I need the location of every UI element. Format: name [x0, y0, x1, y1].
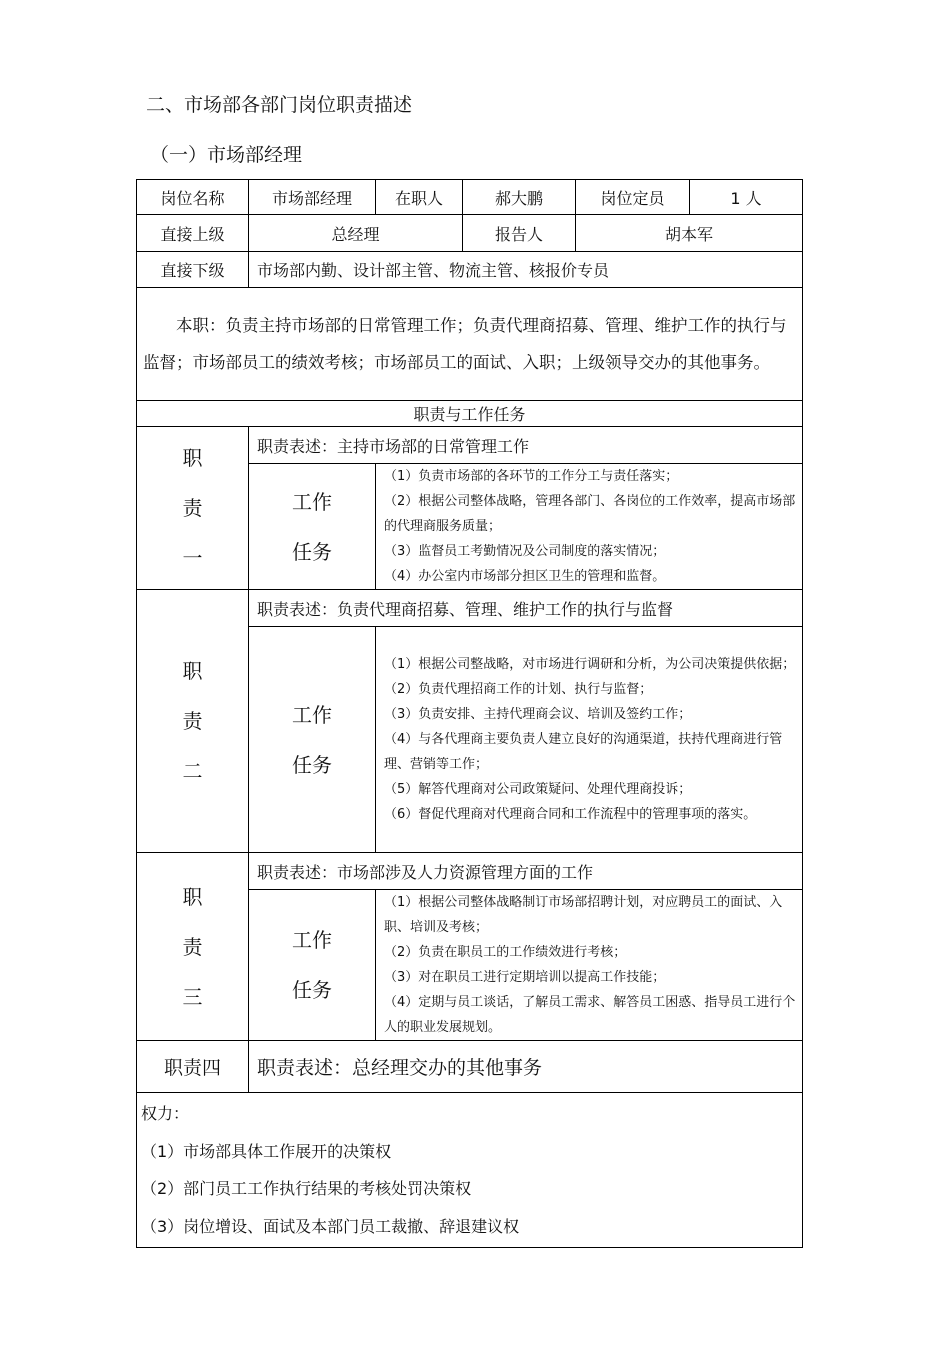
- duty-1-desc-row: [137, 427, 803, 464]
- duty-2-description: 职责表述：负责代理商招募、管理、维护工作的执行与监督: [249, 590, 803, 627]
- duty-2-desc-row: [137, 590, 803, 627]
- duty-1-description: 职责表述：主持市场部的日常管理工作: [249, 427, 803, 464]
- power-item: （3）岗位增设、面试及本部门员工裁撤、辞退建议权: [141, 1216, 520, 1236]
- powers-row: [137, 1093, 803, 1248]
- duty-3-description: 职责表述：市场部涉及人力资源管理方面的工作: [249, 853, 803, 890]
- task-item: （2）根据公司整体战略，管理各部门、各岗位的工作效率，提高市场部的代理商服务质量；: [384, 494, 796, 534]
- job-description-table: [136, 179, 803, 1248]
- duty-2-task-label: 工作 任务: [249, 627, 376, 853]
- task-item: （5）解答代理商对公司政策疑问、处理代理商投诉；: [384, 782, 692, 797]
- superior-label: 直接上级: [137, 215, 249, 252]
- incumbent-value: 郝大鹏: [463, 180, 576, 215]
- task-item: （6）督促代理商对代理商合同和工作流程中的管理事项的落实。: [384, 807, 757, 822]
- task-item: （4）办公室内市场部分担区卫生的管理和监督。: [384, 569, 666, 584]
- task-item: （1）根据公司整体战略制订市场部招聘计划，对应聘员工的面试、入职、培训及考核；: [384, 895, 783, 935]
- section-heading: 二、市场部各部门岗位职责描述: [146, 94, 413, 116]
- reporter-value: 胡本军: [576, 215, 803, 252]
- info-row-1: [137, 180, 803, 215]
- position-label: 岗位名称: [137, 180, 249, 215]
- subordinates-value: 市场部内勤、设计部主管、物流主管、核报价专员: [249, 252, 803, 288]
- duty-2-label: 职 责 二: [137, 590, 249, 853]
- summary-row: [137, 288, 803, 401]
- duty-1-task-label: 工作 任务: [249, 464, 376, 590]
- task-item: （2）负责在职员工的工作绩效进行考核；: [384, 945, 627, 960]
- task-item: （4）与各代理商主要负责人建立良好的沟通渠道，扶持代理商进行管理、营销等工作；: [384, 732, 783, 772]
- reporter-label: 报告人: [463, 215, 576, 252]
- power-item: （2）部门员工工作执行结果的考核处罚决策权: [141, 1179, 472, 1198]
- duty-3-task-list: [376, 890, 803, 1041]
- power-item: （1）市场部具体工作展开的决策权: [141, 1141, 392, 1161]
- sub-heading: （一）市场部经理: [150, 144, 303, 166]
- duty-3-desc-row: [137, 853, 803, 890]
- duty-4-label: 职责四: [137, 1041, 249, 1093]
- incumbent-label: 在职人: [376, 180, 463, 215]
- duty-1-task-list: [376, 464, 803, 590]
- duty-2-task-list: [376, 627, 803, 853]
- job-summary: 本职：负责主持市场部的日常管理工作；负责代理商招募、管理、维护工作的执行与监督；市场部员工的绩效考核；市场部员工的面试、入职；上级领导交办的其他事务。: [143, 316, 787, 372]
- section-title-row: [137, 401, 803, 427]
- duty-3-label: 职 责 三: [137, 853, 249, 1041]
- info-row-2: [137, 215, 803, 252]
- subordinates-label: 直接下级: [137, 252, 249, 288]
- duty-4-description: 职责表述：总经理交办的其他事务: [249, 1041, 803, 1093]
- task-item: （2）负责代理招商工作的计划、执行与监督；: [384, 682, 653, 697]
- task-item: （1）根据公司整战略，对市场进行调研和分析，为公司决策提供依据；: [384, 657, 796, 672]
- task-item: （4）定期与员工谈话，了解员工需求、解答员工困惑、指导员工进行个人的职业发展规划。: [384, 995, 796, 1035]
- powers-title: 权力：: [141, 1104, 190, 1123]
- task-item: （1）负责市场部的各环节的工作分工与责任落实；: [384, 469, 679, 484]
- powers-section: [137, 1093, 803, 1248]
- info-row-3: [137, 252, 803, 288]
- headcount-value: 1 人: [690, 180, 803, 215]
- duty-1-label: 职 责 一: [137, 427, 249, 590]
- task-item: （3）对在职员工进行定期培训以提高工作技能；: [384, 970, 666, 985]
- position-value: 市场部经理: [249, 180, 376, 215]
- task-item: （3）监督员工考勤情况及公司制度的落实情况；: [384, 544, 666, 559]
- task-item: （3）负责安排、主持代理商会议、培训及签约工作；: [384, 707, 692, 722]
- duties-section-title: 职责与工作任务: [137, 401, 803, 427]
- duty-4-row: [137, 1041, 803, 1093]
- duty-3-task-label: 工作 任务: [249, 890, 376, 1041]
- headcount-label: 岗位定员: [576, 180, 690, 215]
- superior-value: 总经理: [249, 215, 463, 252]
